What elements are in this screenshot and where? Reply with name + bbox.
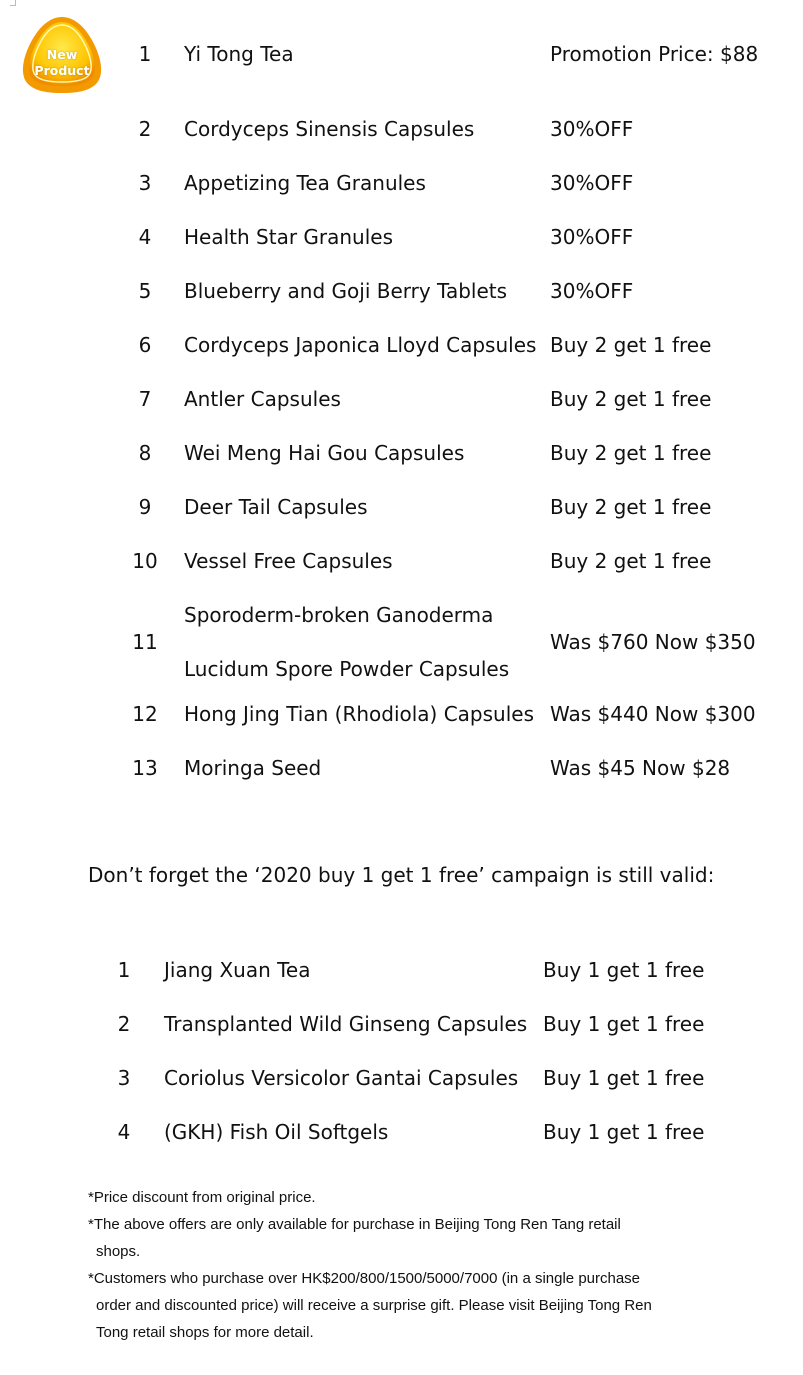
item-number: 2 (138, 117, 152, 141)
item-number: 2 (117, 1012, 131, 1036)
footnote-3-cont2: Tong retail shops for more detail. (96, 1324, 314, 1341)
item-name: Appetizing Tea Granules (184, 171, 426, 195)
item-offer: Buy 2 get 1 free (550, 441, 712, 465)
item-name: Cordyceps Japonica Lloyd Capsules (184, 333, 537, 357)
item-number: 1 (117, 958, 131, 982)
item-number: 13 (132, 756, 158, 780)
item-offer: Buy 2 get 1 free (550, 549, 712, 573)
page-corner-mark (10, 0, 16, 6)
item-number: 4 (138, 225, 152, 249)
item-number: 6 (138, 333, 152, 357)
item-name: Moringa Seed (184, 756, 322, 780)
item-offer: Buy 1 get 1 free (543, 1012, 705, 1036)
badge-label-product: Product (34, 63, 90, 78)
list-item (0, 603, 803, 683)
item-name-line2: Lucidum Spore Powder Capsules (184, 657, 510, 681)
item-offer: 30%OFF (550, 279, 634, 303)
item-offer: Buy 2 get 1 free (550, 495, 712, 519)
footnote-3: *Customers who purchase over HK$200/800/1500/5000/7000 (in a single purchase (88, 1270, 641, 1287)
item-offer: Was $440 Now $300 (550, 702, 756, 726)
badge-label-new: New (46, 47, 78, 62)
item-offer: Buy 1 get 1 free (543, 1066, 705, 1090)
footnote-2-cont: shops. (96, 1243, 141, 1260)
item-number: 11 (132, 630, 158, 654)
item-offer: 30%OFF (550, 117, 634, 141)
item-name: Antler Capsules (184, 387, 341, 411)
item-name: Transplanted Wild Ginseng Capsules (164, 1012, 528, 1036)
footnote-2: *The above offers are only available for purchase in Beijing Tong Ren Tang retail (88, 1216, 621, 1233)
item-offer: Buy 1 get 1 free (543, 958, 705, 982)
item-offer: Promotion Price: $88 (550, 42, 759, 66)
item-name: Cordyceps Sinensis Capsules (184, 117, 475, 141)
item-offer: Was $45 Now $28 (550, 756, 731, 780)
item-number: 3 (117, 1066, 131, 1090)
item-offer: Buy 2 get 1 free (550, 333, 712, 357)
item-offer: Buy 1 get 1 free (543, 1120, 705, 1144)
item-offer: 30%OFF (550, 225, 634, 249)
item-name: Jiang Xuan Tea (164, 958, 311, 982)
item-number: 7 (138, 387, 152, 411)
item-number: 10 (132, 549, 158, 573)
campaign-notice: Don’t forget the ‘2020 buy 1 get 1 free’ campaign is still valid: (88, 863, 715, 887)
item-number: 4 (117, 1120, 131, 1144)
item-name: Vessel Free Capsules (184, 549, 393, 573)
footnote-3-cont: order and discounted price) will receive a surprise gift. Please visit Beijing Tong Ren (96, 1297, 652, 1314)
footnote-1: *Price discount from original price. (88, 1189, 316, 1206)
item-name: Hong Jing Tian (Rhodiola) Capsules (184, 702, 534, 726)
item-name: (GKH) Fish Oil Softgels (164, 1120, 389, 1144)
item-number: 9 (138, 495, 152, 519)
new-product-badge (20, 14, 104, 94)
item-name: Wei Meng Hai Gou Capsules (184, 441, 465, 465)
item-name: Health Star Granules (184, 225, 394, 249)
item-name: Deer Tail Capsules (184, 495, 368, 519)
item-number: 8 (138, 441, 152, 465)
item-number: 3 (138, 171, 152, 195)
item-offer: Buy 2 get 1 free (550, 387, 712, 411)
item-number: 5 (138, 279, 152, 303)
item-name: Yi Tong Tea (184, 42, 294, 66)
item-name: Coriolus Versicolor Gantai Capsules (164, 1066, 519, 1090)
item-name-line1: Sporoderm-broken Ganoderma (184, 603, 494, 627)
item-number: 12 (132, 702, 158, 726)
item-offer: Was $760 Now $350 (550, 630, 756, 654)
item-number: 1 (138, 42, 152, 66)
item-offer: 30%OFF (550, 171, 634, 195)
item-name: Blueberry and Goji Berry Tablets (184, 279, 508, 303)
